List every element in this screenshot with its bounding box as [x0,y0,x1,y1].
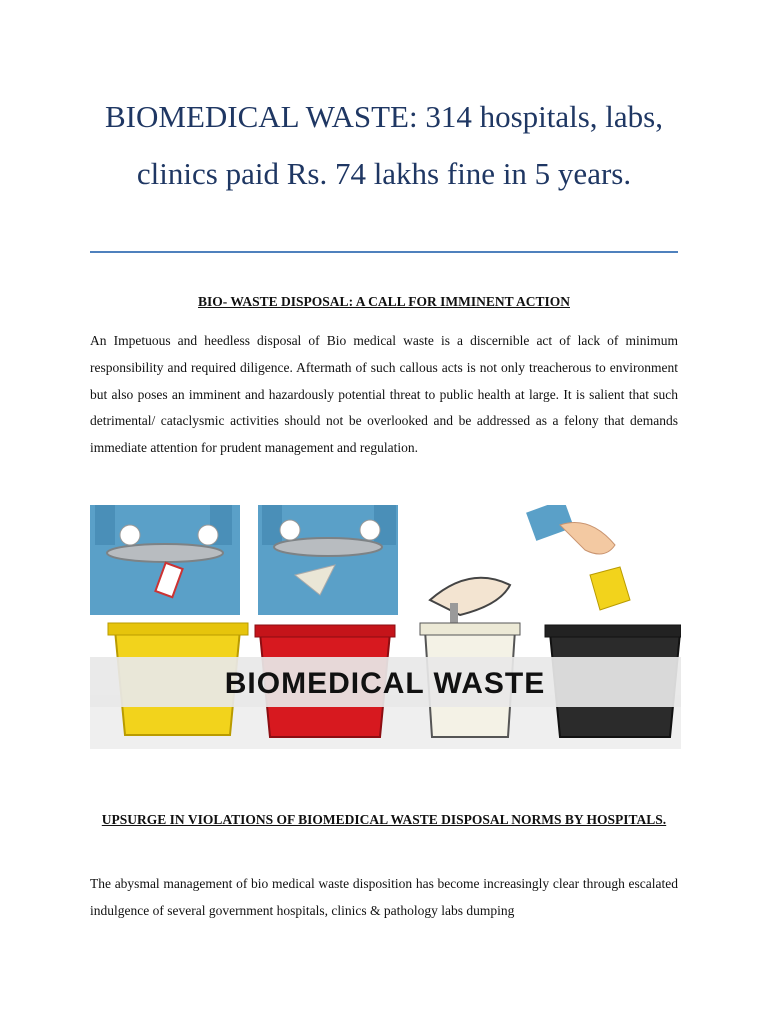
biomedical-waste-banner-image [90,505,681,749]
section-heading-bio-waste-disposal: BIO- WASTE DISPOSAL: A CALL FOR IMMINENT ACTION [198,294,570,309]
title-divider [90,251,678,253]
section-heading-upsurge-violations: UPSURGE IN VIOLATIONS OF BIOMEDICAL WASTE DISPOSAL NORMS BY HOSPITALS. [101,812,667,827]
section-paragraph-upsurge-violations: The abysmal management of bio medical waste disposition has become increasingly clear through escalated indulgence of several government hospitals, clinics & pathology labs dumping [90,876,678,918]
section-paragraph-bio-waste-disposal: An Impetuous and heedless disposal of Bio medical waste is a discernible act of lack of minimum responsibility and required diligence. Aftermath of such callous acts is not only treacherous to environment but also poses an imminent and hazardously potential threat to public health at large. It is salient that such detrimental/ cataclysmic activities should not be overlooked and be addressed as a felony that demands immediate attention for prudent management and regulation. [90,333,678,456]
article-title: BIOMEDICAL WASTE: 314 hospitals, labs, clinics paid Rs. 74 lakhs fine in 5 years. [105,99,663,191]
banner-caption: BIOMEDICAL WASTE [224,667,546,700]
health-worker-figure-middle [258,505,398,615]
health-worker-figure-left [90,505,240,615]
